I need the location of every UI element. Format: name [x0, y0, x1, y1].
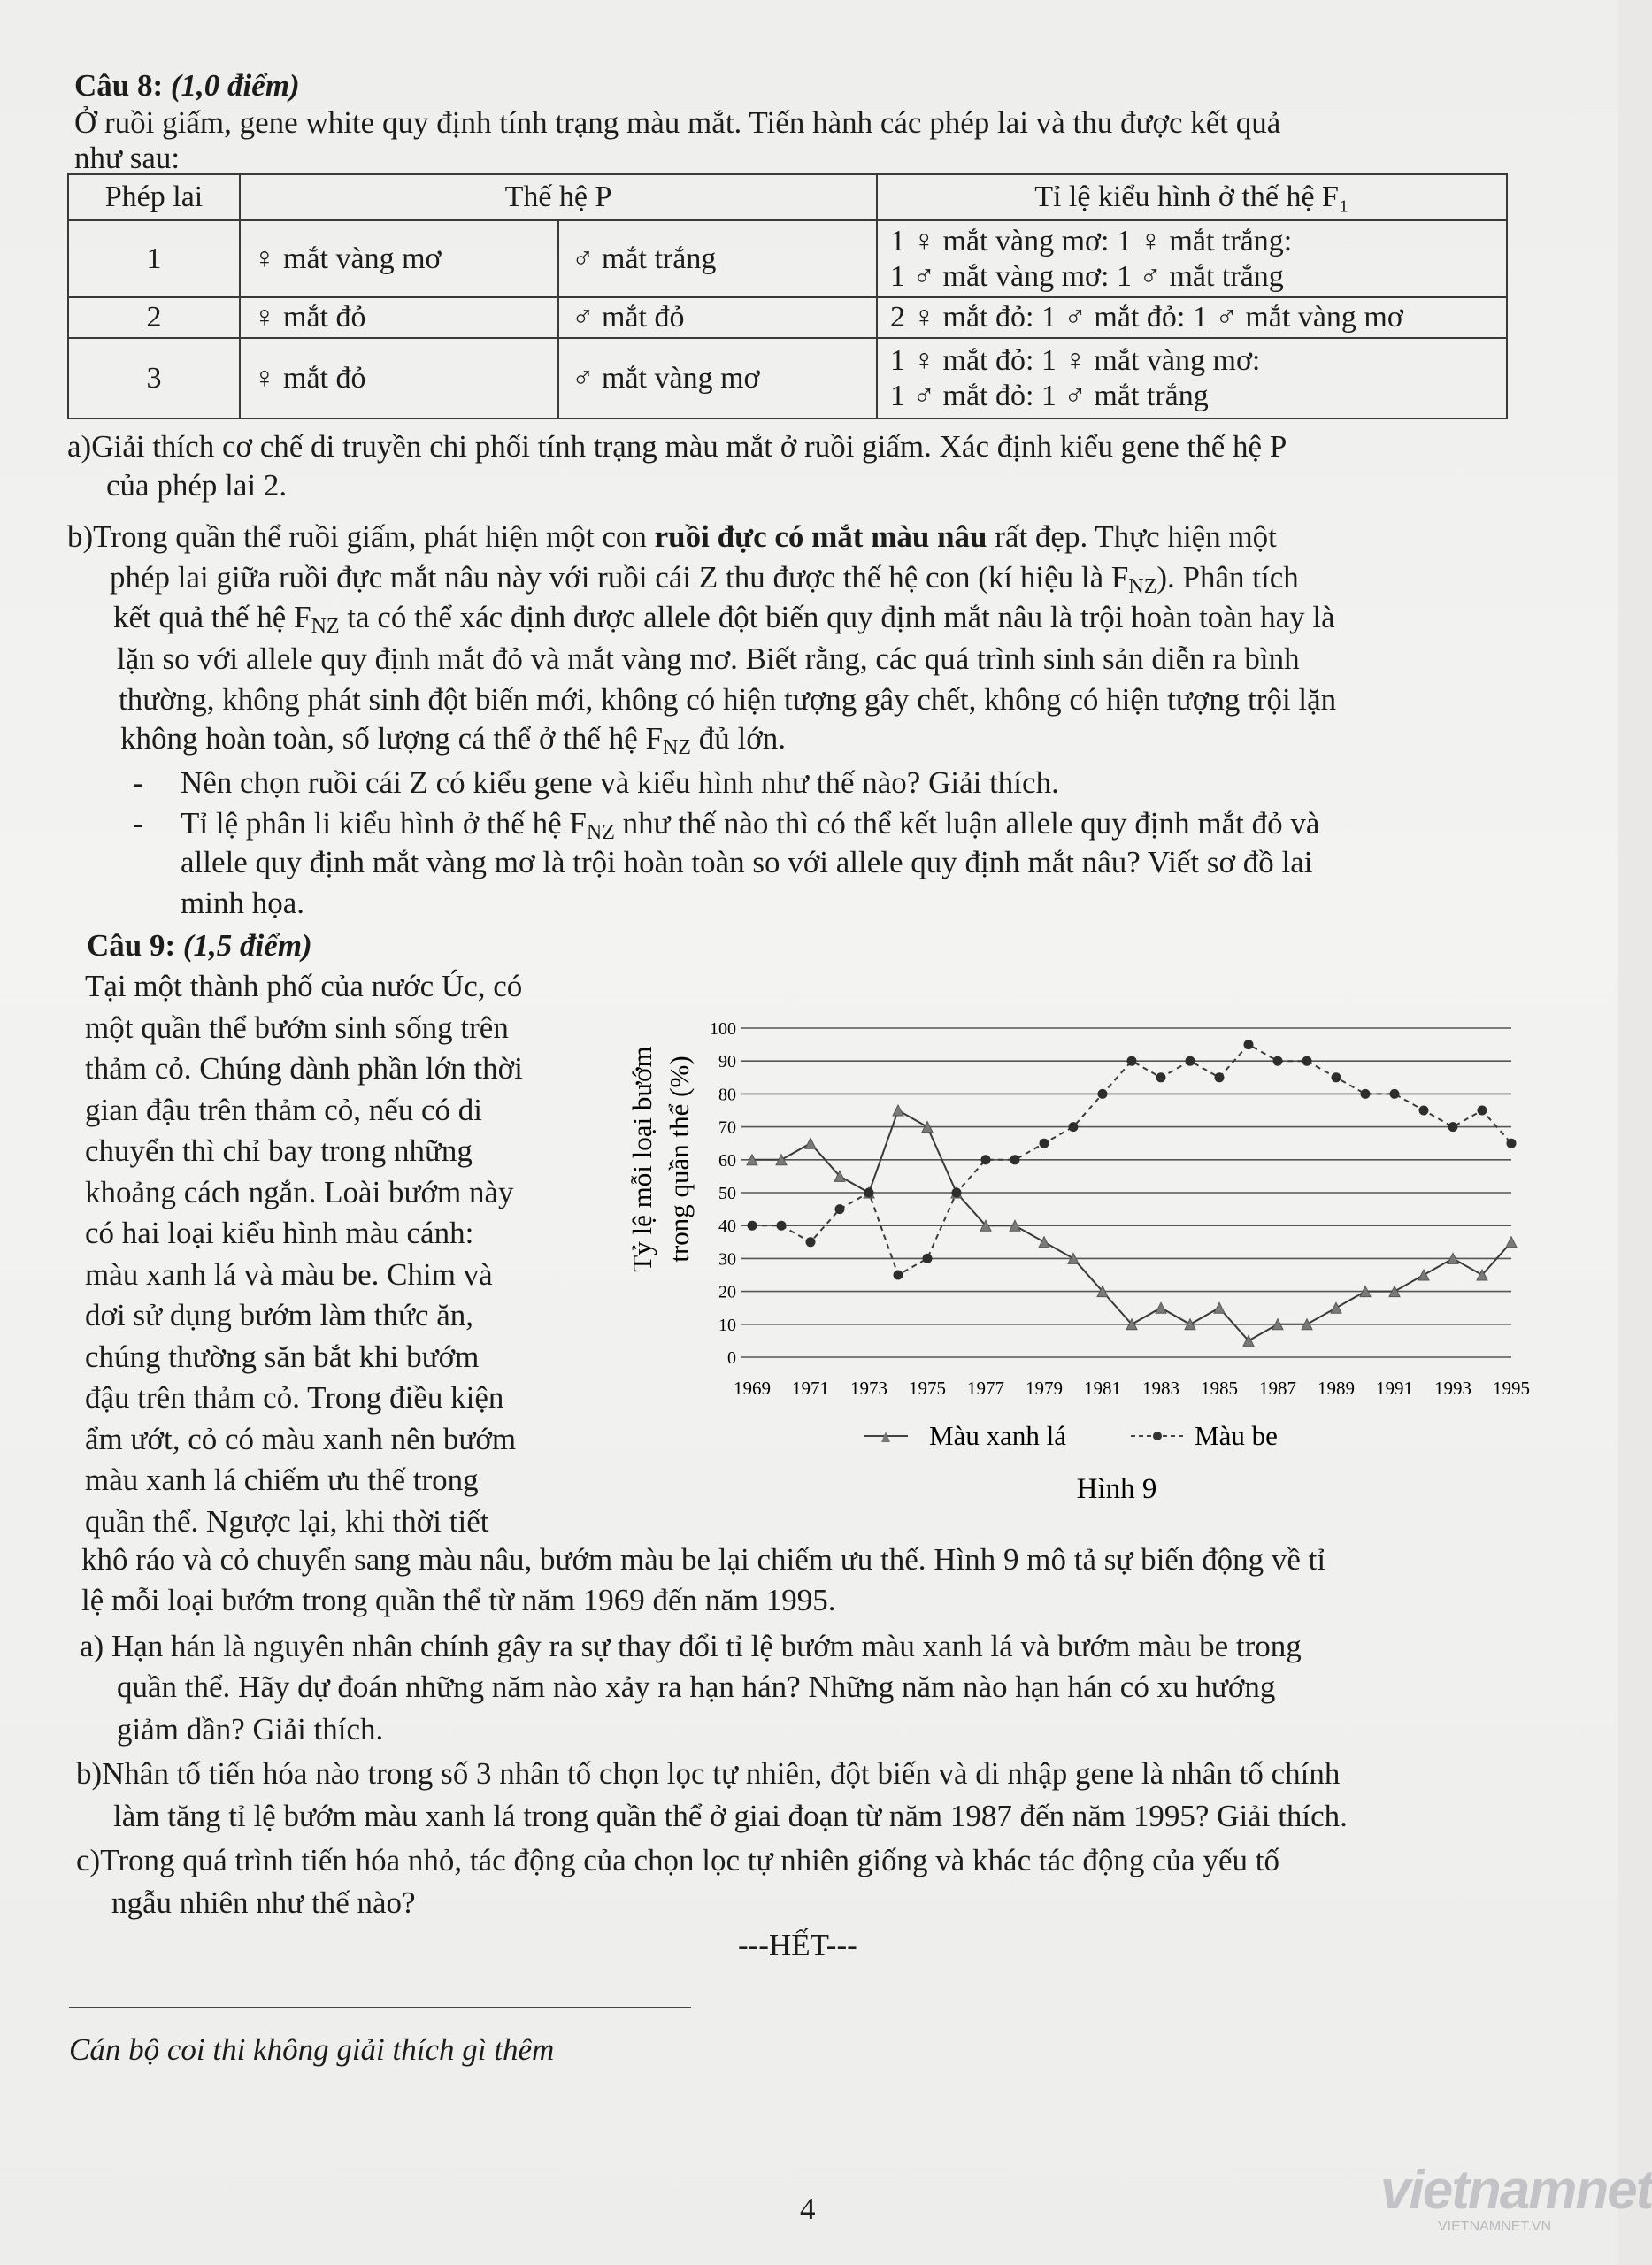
legend-circle-marker — [1153, 1432, 1162, 1440]
beige-data-point — [1186, 1056, 1195, 1066]
x-tick-label: 1971 — [792, 1378, 829, 1399]
table-row — [68, 338, 1507, 418]
beige-data-point — [1040, 1139, 1049, 1148]
q8-bullet1: Nên chọn ruồi cái Z có kiểu gene và kiểu hình như thế nào? Giải thích. — [181, 765, 1059, 800]
footer-note: Cán bộ coi thi không giải thích gì thêm — [69, 2032, 555, 2067]
q9-a-text: Hạn hán là nguyên nhân chính gây ra sự thay đổi tỉ lệ bướm màu xanh lá và bướm màu be trong — [111, 1629, 1302, 1663]
legend-beige-label: Màu be — [1195, 1420, 1278, 1451]
table-cell: ♂ mắt đỏ — [558, 297, 877, 338]
subscript: NZ — [662, 736, 691, 759]
x-tick-label: 1973 — [850, 1378, 887, 1399]
q9-c-label: c) — [76, 1843, 101, 1877]
q9-left-line: đậu trên thảm cỏ. Trong điều kiện — [85, 1380, 504, 1415]
legend-green-label: Màu xanh lá — [929, 1420, 1066, 1451]
q8-a-label: a) — [67, 429, 92, 464]
beige-data-point — [1215, 1072, 1225, 1082]
q9-left-line: thảm cỏ. Chúng dành phần lớn thời — [85, 1051, 523, 1086]
q8-b-text: đủ lớn. — [698, 721, 786, 756]
x-tick-label: 1985 — [1201, 1378, 1238, 1399]
table-header: Phép lai — [68, 174, 240, 220]
x-tick-label: 1981 — [1084, 1378, 1121, 1399]
beige-data-point — [1507, 1139, 1517, 1148]
y-tick-label: 100 — [710, 1019, 736, 1039]
q8-b-text: không hoàn toàn, số lượng cá thể ở thế hệ F — [120, 721, 663, 756]
table-cell — [877, 220, 1507, 297]
ratio-line: 1 ♀ mắt đỏ: 1 ♀ mắt vàng mơ: — [890, 343, 1261, 377]
q8-b-line1 — [67, 517, 1277, 557]
green-data-point — [893, 1105, 903, 1116]
q8-number: Câu 8: — [74, 68, 164, 103]
green-data-point — [1214, 1302, 1225, 1313]
beige-data-point — [894, 1271, 903, 1280]
ratio-line: 1 ♀ mắt vàng mơ: 1 ♀ mắt trắng: — [890, 224, 1293, 257]
beige-data-point — [1332, 1072, 1341, 1082]
y-axis-label-line1: Tỷ lệ mỗi loại bướm — [626, 1046, 657, 1272]
q9-a-line1 — [80, 1626, 1302, 1666]
beige-data-point — [1361, 1089, 1371, 1099]
x-tick-label: 1969 — [734, 1378, 771, 1399]
beige-data-point — [1098, 1089, 1108, 1099]
x-tick-label: 1983 — [1142, 1378, 1179, 1399]
q8-b-line4: lặn so với allele quy định mắt đỏ và mắt vàng mơ. Biết rằng, các quá trình sinh sản diễn ra bình — [117, 641, 1300, 676]
green-data-point — [1506, 1237, 1517, 1248]
y-tick-label: 0 — [727, 1348, 736, 1368]
q8-b-text: phép lai giữa ruồi đực mắt nâu này với ruồi cái Z thu được thế hệ con (kí hiệu là F — [110, 560, 1129, 595]
q9-a-line2: quần thể. Hãy dự đoán những năm nào xảy ra hạn hán? Những năm nào hạn hán có xu hướng — [117, 1670, 1276, 1704]
watermark-site: VIETNAMNET.VN — [1438, 2219, 1552, 2234]
q9-left-line: ẩm ướt, cỏ có màu xanh nên bướm — [85, 1421, 517, 1456]
x-tick-label: 1975 — [909, 1378, 946, 1399]
q9-left-line: dơi sử dụng bướm làm thức ăn, — [85, 1298, 474, 1332]
figure-9-chart — [611, 1000, 1548, 1513]
q9-points: (1,5 điểm) — [182, 928, 312, 963]
beige-data-point — [1478, 1106, 1487, 1116]
q8-b-line5: thường, không phát sinh đột biến mới, không có hiện tượng gây chết, không có hiện tượng trội lặn — [119, 682, 1337, 717]
beige-data-point — [1390, 1089, 1400, 1099]
beige-data-point — [1010, 1155, 1020, 1164]
green-data-point — [1331, 1302, 1341, 1313]
subscript: NZ — [586, 821, 615, 844]
beige-data-point — [1127, 1056, 1137, 1066]
q8-b-line6 — [120, 718, 786, 768]
subscript: NZ — [311, 615, 340, 638]
q8-a-line2: của phép lai 2. — [106, 468, 288, 503]
q8-intro-line2: như sau: — [74, 141, 181, 175]
q9-b-text: Nhân tố tiến hóa nào trong số 3 nhân tố chọn lọc tự nhiên, đột biến và di nhập gene là nhân tố chính — [102, 1756, 1341, 1791]
y-tick-label: 10 — [718, 1315, 736, 1335]
beige-data-point — [1302, 1056, 1312, 1066]
table-header: Tỉ lệ kiểu hình ở thế hệ F₁ — [877, 174, 1507, 220]
green-data-point — [1418, 1270, 1429, 1280]
subscript: NZ — [1128, 575, 1157, 598]
table-header-row — [68, 174, 1507, 220]
y-tick-label: 90 — [718, 1052, 736, 1072]
x-tick-label: 1989 — [1318, 1378, 1355, 1399]
q9-left-line: Tại một thành phố của nước Úc, có — [85, 969, 523, 1003]
q8-intro-line1: Ở ruồi giấm, gene white quy định tính trạng màu mắt. Tiến hành các phép lai và thu được kết quả — [74, 105, 1281, 140]
q9-left-line: gian đậu trên thảm cỏ, nếu có di — [85, 1092, 483, 1127]
green-data-point — [805, 1138, 816, 1148]
q9-c-line2: ngẫu nhiên như thế nào? — [111, 1885, 416, 1920]
q9-left-line: màu xanh lá chiếm ưu thế trong — [85, 1463, 479, 1497]
y-axis-label-line2: trong quần thể (%) — [664, 1056, 695, 1263]
beige-data-point — [952, 1188, 962, 1198]
green-data-point — [1039, 1237, 1049, 1248]
q9-left-line: có hai loại kiểu hình màu cánh: — [85, 1216, 474, 1250]
y-tick-label: 70 — [718, 1117, 736, 1138]
table-cell: ♀ mắt đỏ — [240, 338, 558, 418]
table-cell: ♀ mắt đỏ — [240, 297, 558, 338]
q8-a-line1 — [67, 426, 1287, 466]
beige-data-point — [1069, 1122, 1079, 1132]
q9-heading — [87, 925, 312, 965]
bullet-dash: - — [133, 765, 143, 800]
q8-b-text: ta có thể xác định được allele đột biến quy định mắt nâu là trội hoàn toàn hay là — [347, 600, 1335, 634]
q8-bullet2-text: như thế nào thì có thể kết luận allele quy định mắt đỏ và — [622, 806, 1320, 841]
table-cell: ♂ mắt trắng — [558, 220, 877, 297]
q8-a-text: Giải thích cơ chế di truyền chi phối tính trạng màu mắt ở ruồi giấm. Xác định kiểu gene thế hệ P — [91, 429, 1287, 464]
ratio-line: 1 ♂ mắt vàng mơ: 1 ♂ mắt trắng — [890, 259, 1284, 293]
green-data-point — [1156, 1302, 1166, 1313]
q9-b-line2: làm tăng tỉ lệ bướm màu xanh lá trong quần thể ở giai đoạn từ năm 1987 đến năm 1995? Giải thích. — [113, 1799, 1348, 1833]
table-cell: 3 — [68, 338, 240, 418]
q9-full-line2: lệ mỗi loại bướm trong quần thể từ năm 1969 đến năm 1995. — [81, 1583, 836, 1617]
q9-c-text: Trong quá trình tiến hóa nhỏ, tác động của chọn lọc tự nhiên giống và khác tác động của yếu tố — [100, 1843, 1279, 1877]
q9-left-line: quần thể. Ngược lại, khi thời tiết — [85, 1503, 489, 1539]
y-tick-label: 20 — [718, 1282, 736, 1302]
end-marker: ---HẾT--- — [738, 1928, 857, 1962]
beige-data-point — [864, 1188, 874, 1198]
q9-number: Câu 9: — [87, 928, 176, 963]
beige-data-point — [806, 1237, 816, 1247]
table-header: Thế hệ P — [240, 174, 877, 220]
q8-b-text: kết quả thế hệ F — [113, 600, 311, 634]
x-tick-label: 1977 — [967, 1378, 1004, 1399]
table-row — [68, 220, 1507, 297]
table-cell: 2 ♀ mắt đỏ: 1 ♂ mắt đỏ: 1 ♂ mắt vàng mơ — [877, 297, 1507, 338]
y-tick-label: 40 — [718, 1217, 736, 1237]
y-tick-label: 60 — [718, 1150, 736, 1171]
q8-b-bold: ruồi đực có mắt màu nâu — [654, 519, 987, 554]
q8-bullet2-text: Tỉ lệ phân li kiểu hình ở thế hệ F — [181, 806, 587, 841]
beige-data-point — [1244, 1040, 1254, 1049]
q8-points: (1,0 điểm) — [170, 68, 300, 103]
footer-rule — [69, 2007, 691, 2008]
q8-heading — [74, 65, 300, 105]
q8-b-text: ). Phân tích — [1156, 560, 1299, 595]
q9-full-line1: khô ráo và cỏ chuyển sang màu nâu, bướm màu be lại chiếm ưu thế. Hình 9 mô tả sự biến động về tỉ — [81, 1542, 1326, 1577]
bullet-dash: - — [133, 806, 143, 841]
q9-left-line: chúng thường săn bắt khi bướm — [85, 1339, 480, 1374]
beige-data-point — [748, 1221, 757, 1231]
table-cell: 2 — [68, 297, 240, 338]
beige-data-point — [1273, 1056, 1283, 1066]
watermark-logo: vietnamnet — [1380, 2160, 1652, 2221]
q9-b-label: b) — [76, 1756, 103, 1791]
table-cell: 1 — [68, 220, 240, 297]
q9-left-column — [85, 966, 589, 1542]
x-tick-label: 1993 — [1434, 1378, 1471, 1399]
q9-c-line1 — [76, 1840, 1279, 1880]
table-cell — [877, 338, 1507, 418]
x-tick-label: 1979 — [1026, 1378, 1063, 1399]
table-row — [68, 297, 1507, 338]
q9-left-line: một quần thể bướm sinh sống trên — [85, 1010, 509, 1045]
q9-left-line: màu xanh lá và màu be. Chim và — [85, 1256, 493, 1292]
q8-b-text: rất đẹp. Thực hiện một — [995, 519, 1277, 554]
ratio-line: 1 ♂ mắt đỏ: 1 ♂ mắt trắng — [890, 379, 1209, 412]
q8-bullet2-line3: minh họa. — [181, 886, 304, 920]
q9-a-line3: giảm dần? Giải thích. — [117, 1712, 384, 1747]
beige-data-point — [923, 1254, 933, 1263]
beige-data-point — [1419, 1106, 1429, 1116]
q9-left-line: khoảng cách ngắn. Loài bướm này — [85, 1174, 514, 1209]
q8-b-label: b) — [67, 519, 94, 554]
x-tick-label: 1995 — [1493, 1378, 1530, 1399]
x-tick-label: 1987 — [1259, 1378, 1296, 1399]
q8-bullet2-line2: allele quy định mắt vàng mơ là trội hoàn toàn so với allele quy định mắt nâu? Viết sơ đồ lai — [181, 845, 1313, 879]
q9-left-line: chuyển thì chỉ bay trong những — [85, 1133, 473, 1168]
beige-data-point — [777, 1221, 787, 1231]
beige-data-point — [981, 1155, 991, 1164]
beige-data-point — [835, 1204, 845, 1214]
chart-legend — [864, 1420, 1278, 1451]
x-tick-label: 1991 — [1376, 1378, 1413, 1399]
q8-b-text: Trong quần thể ruồi giấm, phát hiện một con — [93, 519, 647, 554]
page-number: 4 — [800, 2192, 816, 2226]
y-tick-label: 80 — [718, 1085, 736, 1105]
beige-data-point — [1448, 1122, 1458, 1132]
q9-a-label: a) — [80, 1629, 104, 1663]
table-cell: ♀ mắt vàng mơ — [240, 220, 558, 297]
y-tick-label: 30 — [718, 1249, 736, 1270]
y-tick-label: 50 — [718, 1184, 736, 1203]
q9-b-line1 — [76, 1754, 1340, 1793]
cross-table — [67, 173, 1508, 419]
table-cell: ♂ mắt vàng mơ — [558, 338, 877, 418]
figure-caption: Hình 9 — [1076, 1473, 1157, 1505]
beige-data-point — [1156, 1072, 1166, 1082]
